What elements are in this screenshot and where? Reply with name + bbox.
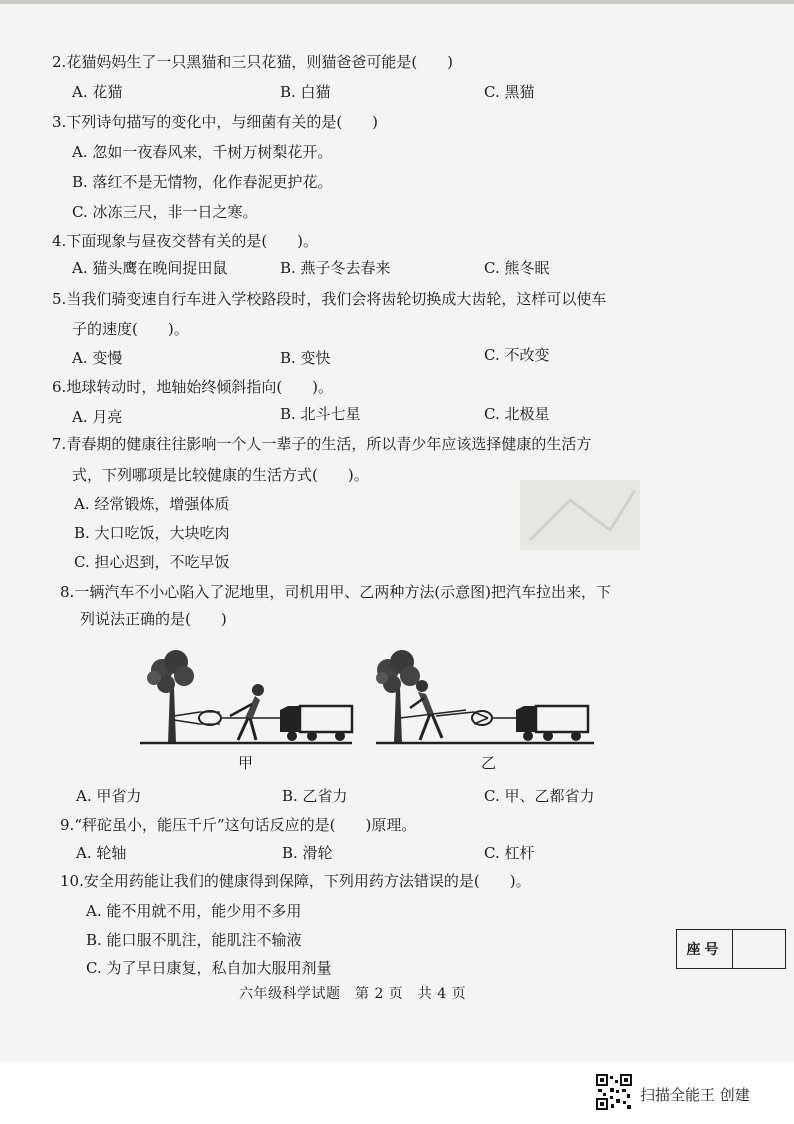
caption-jia: 甲 — [238, 754, 254, 772]
question-text: 地球转动时，地轴始终倾斜指向( )。 — [66, 378, 334, 396]
option-a: A. 轮轴 — [76, 844, 127, 862]
option-b: B. 乙省力 — [282, 787, 348, 805]
option-c: C. 不改变 — [484, 346, 550, 364]
question-number: 10. — [60, 872, 84, 890]
truck-icon — [280, 706, 352, 741]
question-9 — [60, 815, 416, 835]
question-10 — [60, 871, 531, 891]
question-text: 一辆汽车不小心陷入了泥地里，司机用甲、乙两种方法(示意图)把汽车拉出来，下 — [74, 583, 612, 601]
caption-yi: 乙 — [481, 754, 497, 772]
diagram-method-jia — [140, 648, 360, 753]
question-8 — [60, 582, 611, 602]
question-8-continued: 列说法正确的是( ) — [80, 610, 227, 628]
tree-icon — [376, 650, 420, 743]
question-text: 下面现象与昼夜交替有关的是( )。 — [66, 232, 319, 250]
seat-number-field[interactable] — [733, 930, 785, 968]
option-a: A. 甲省力 — [76, 787, 142, 805]
option-c: C. 为了早日康复，私自加大服用剂量 — [86, 959, 332, 977]
person-pulling-icon — [230, 684, 264, 740]
option-c: C. 黑猫 — [484, 83, 535, 101]
question-text: 安全用药能让我们的健康得到保障，下列用药方法错误的是( )。 — [83, 872, 531, 890]
question-text: 花猫妈妈生了一只黑猫和三只花猫，则猫爸爸可能是( ) — [66, 53, 454, 71]
option-a: A. 经常锻炼，增强体质 — [74, 495, 230, 513]
question-2 — [52, 52, 453, 72]
option-a: A. 忽如一夜春风来，千树万树梨花开。 — [72, 143, 333, 161]
question-number: 5. — [52, 290, 67, 308]
question-number: 6. — [52, 378, 67, 396]
option-c: C. 担心迟到，不吃早饭 — [74, 553, 230, 571]
option-b: B. 滑轮 — [282, 844, 333, 862]
tree-icon — [147, 650, 194, 743]
option-c: C. 冰冻三尺，非一日之寒。 — [72, 203, 258, 221]
question-3 — [52, 112, 378, 132]
option-a: A. 猫头鹰在晚间捉田鼠 — [72, 259, 228, 277]
option-c: C. 甲、乙都省力 — [484, 787, 595, 805]
seat-number-box — [676, 929, 786, 969]
question-text: 当我们骑变速自行车进入学校路段时，我们会将齿轮切换成大齿轮，这样可以使车 — [66, 290, 607, 308]
question-number: 2. — [52, 53, 67, 71]
page-footer: 六年级科学试题 第 2 页 共 4 页 — [239, 986, 467, 1002]
option-b: B. 能口服不肌注，能肌注不输液 — [86, 931, 302, 949]
scanner-brand-watermark: 扫描全能王 创建 — [640, 1086, 750, 1104]
seat-number-label: 座号 — [677, 930, 733, 968]
question-number: 7. — [52, 435, 67, 453]
bleed-through-mark — [510, 470, 650, 560]
option-b: B. 北斗七星 — [280, 405, 361, 423]
option-c: C. 北极星 — [484, 405, 550, 423]
question-6 — [52, 377, 333, 397]
option-b: B. 大口吃饭，大块吃肉 — [74, 524, 230, 542]
option-b: B. 落红不是无情物，化作春泥更护花。 — [72, 173, 333, 191]
truck-icon — [516, 706, 588, 741]
question-text: 下列诗句描写的变化中，与细菌有关的是( ) — [66, 113, 379, 131]
option-b: B. 白猫 — [280, 83, 331, 101]
option-a: A. 变慢 — [72, 349, 123, 367]
option-c: C. 熊冬眠 — [484, 259, 550, 277]
question-5-continued: 子的速度( )。 — [72, 320, 189, 338]
question-7 — [52, 434, 591, 454]
option-c: C. 杠杆 — [484, 844, 535, 862]
question-4 — [52, 231, 318, 251]
question-number: 8. — [60, 583, 75, 601]
question-7-continued: 式，下列哪项是比较健康的生活方式( )。 — [72, 466, 369, 484]
page-top-edge — [0, 0, 794, 4]
person-pulling-icon — [410, 680, 442, 740]
question-number: 3. — [52, 113, 67, 131]
diagram-method-yi — [376, 648, 596, 753]
question-5 — [52, 289, 606, 309]
question-text: “秤砣虽小，能压千斤”这句话反应的是( )原理。 — [74, 816, 417, 834]
option-b: B. 变快 — [280, 349, 331, 367]
option-a: A. 花猫 — [72, 83, 123, 101]
option-b: B. 燕子冬去春来 — [280, 259, 391, 277]
question-text: 青春期的健康往往影响一个人一辈子的生活，所以青少年应该选择健康的生活方 — [66, 435, 592, 453]
question-number: 4. — [52, 232, 67, 250]
option-a: A. 月亮 — [72, 408, 123, 426]
question-number: 9. — [60, 816, 75, 834]
qr-code-icon — [596, 1074, 632, 1110]
option-a: A. 能不用就不用，能少用不多用 — [86, 902, 302, 920]
